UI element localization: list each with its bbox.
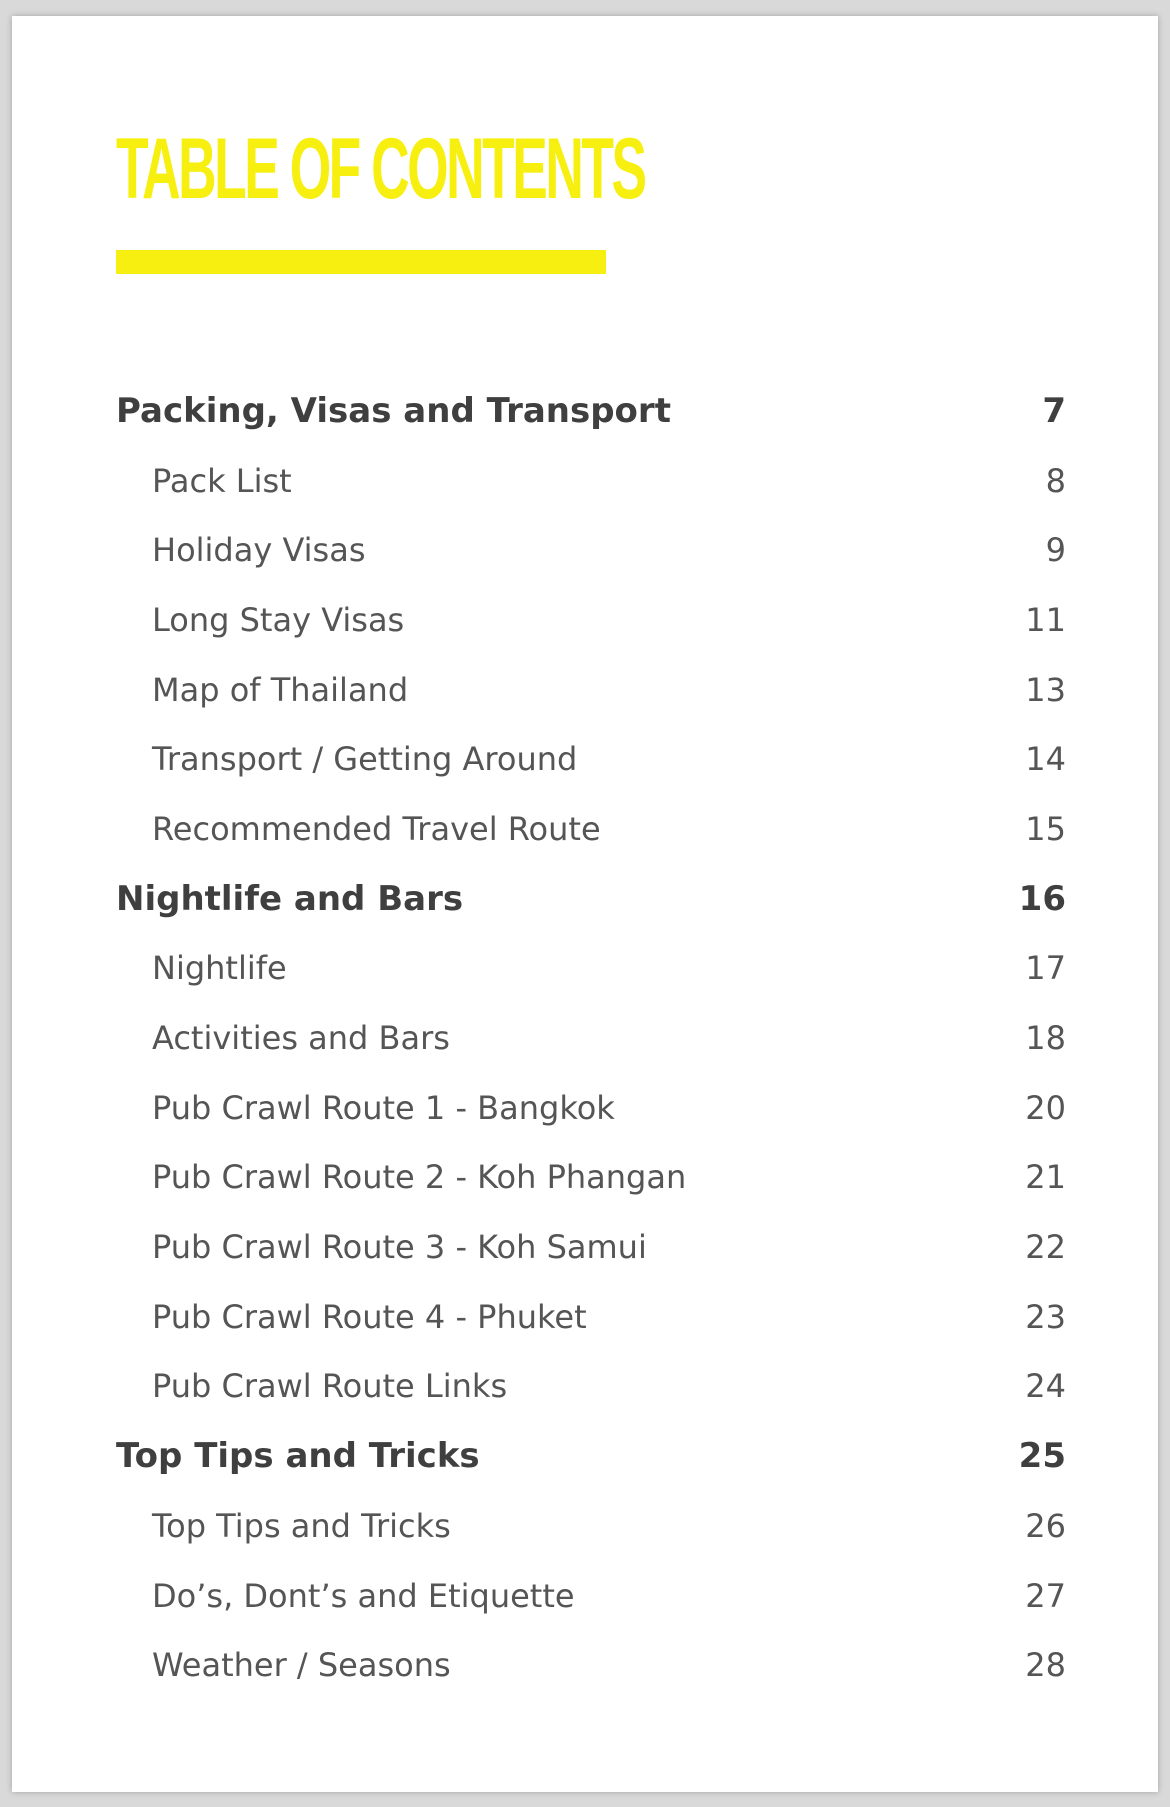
toc-section-title: Nightlife and Bars [116,878,464,919]
toc-page-number: 13 [1025,670,1066,709]
toc-entry[interactable] [116,655,1066,725]
toc-page-number: 25 [1018,1436,1066,1477]
toc-entry-title: Pack List [152,461,292,500]
toc-entry[interactable] [116,585,1066,655]
toc-section-entry[interactable] [116,376,1066,446]
toc-entry-title: Pub Crawl Route Links [152,1367,508,1406]
toc-entry[interactable] [116,1561,1066,1631]
toc-page-number: 22 [1025,1228,1066,1267]
toc-entry-title: Transport / Getting Around [152,740,578,779]
toc-page-number: 17 [1025,949,1066,988]
toc-entry[interactable] [116,1282,1066,1352]
toc-entry[interactable] [116,934,1066,1004]
toc-section-title: Packing, Visas and Transport [116,390,671,431]
toc-entry-title: Map of Thailand [152,670,409,709]
toc-page-number: 15 [1025,809,1066,848]
page-title: TABLE OF CONTENTS [116,121,645,217]
toc-page-number: 16 [1018,878,1066,919]
toc-entry-title: Long Stay Visas [152,600,405,639]
toc-entry[interactable] [116,1491,1066,1561]
table-of-contents [116,376,1066,1700]
toc-page-number: 26 [1025,1506,1066,1545]
toc-page-number: 28 [1025,1646,1066,1685]
toc-entry[interactable] [116,724,1066,794]
toc-entry-title: Activities and Bars [152,1019,450,1058]
toc-section-title: Top Tips and Tricks [116,1436,480,1477]
toc-section-entry[interactable] [116,864,1066,934]
toc-page-number: 9 [1045,531,1066,570]
toc-entry-title: Pub Crawl Route 4 - Phuket [152,1297,587,1336]
toc-entry[interactable] [116,1630,1066,1700]
toc-entry-title: Weather / Seasons [152,1646,451,1685]
toc-page-number: 11 [1025,600,1066,639]
toc-page-number: 14 [1025,740,1066,779]
toc-page-number: 8 [1045,461,1066,500]
toc-entry[interactable] [116,1073,1066,1143]
title-underline [116,250,606,274]
document-page [12,16,1158,1792]
toc-page-number: 27 [1025,1576,1066,1615]
toc-page-number: 7 [1042,390,1066,431]
toc-entry-title: Do’s, Dont’s and Etiquette [152,1576,575,1615]
toc-entry[interactable] [116,1212,1066,1282]
toc-page-number: 24 [1025,1367,1066,1406]
toc-entry-title: Recommended Travel Route [152,809,601,848]
toc-entry[interactable] [116,1352,1066,1422]
toc-entry-title: Holiday Visas [152,531,366,570]
toc-entry-title: Top Tips and Tricks [152,1506,451,1545]
toc-page-number: 20 [1025,1088,1066,1127]
toc-page-number: 21 [1025,1158,1066,1197]
toc-entry[interactable] [116,515,1066,585]
toc-entry[interactable] [116,794,1066,864]
toc-section-entry[interactable] [116,1421,1066,1491]
toc-page-number: 23 [1025,1297,1066,1336]
toc-entry[interactable] [116,446,1066,516]
toc-entry[interactable] [116,1143,1066,1213]
toc-entry-title: Pub Crawl Route 3 - Koh Samui [152,1228,647,1267]
toc-entry-title: Nightlife [152,949,287,988]
toc-entry-title: Pub Crawl Route 2 - Koh Phangan [152,1158,687,1197]
toc-page-number: 18 [1025,1019,1066,1058]
toc-entry-title: Pub Crawl Route 1 - Bangkok [152,1088,615,1127]
toc-entry[interactable] [116,1003,1066,1073]
